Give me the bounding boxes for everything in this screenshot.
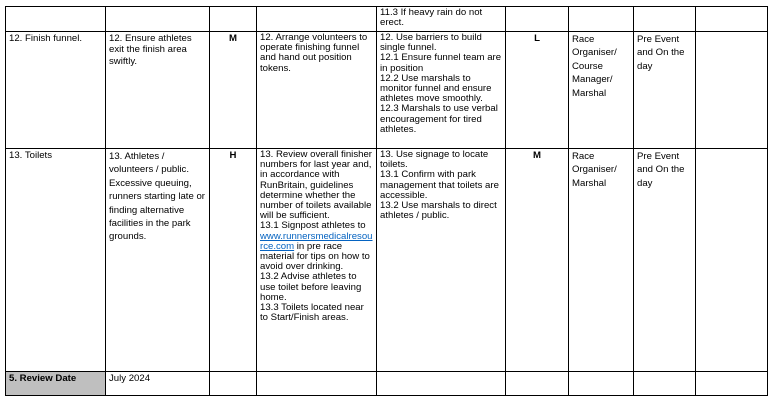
responsible-item: Race Organiser/: [572, 34, 617, 59]
further-action-item: 12. Use barriers to build single funnel.: [380, 32, 482, 54]
extra-cell: [696, 32, 768, 149]
who-cell: 12. Ensure athletes exit the finish area swiftly.: [106, 32, 210, 149]
further-action-item: 12.3 Marshals to use verbal encouragement for tired athletes.: [380, 103, 498, 135]
further-action-item: 11.3 If heavy rain do not erect.: [380, 7, 483, 29]
responsible-cell: [569, 149, 634, 372]
hazard-cell: 12. Finish funnel.: [6, 32, 106, 149]
responsible-item: Marshal: [572, 87, 607, 99]
risk-after-cell: L: [506, 32, 569, 149]
control-item: 13.1 Signpost athletes to: [260, 220, 366, 232]
control-item: 13. Review overall finisher numbers for last year and, in accordance with RunBritain, guidelines determine whether the number of toilets available will be sufficient.: [260, 149, 372, 222]
responsible-item: Race Organiser/: [572, 151, 617, 176]
control-item: 13.3 Toilets located near to Start/Finish areas.: [260, 302, 364, 324]
controls-cell: [257, 32, 377, 149]
extra-cell: [696, 7, 768, 32]
who-cell: [106, 7, 210, 32]
controls-cell: [257, 149, 377, 372]
further-actions-cell: [377, 7, 506, 32]
controls-cell: [257, 7, 377, 32]
risk-before-cell: H: [210, 149, 257, 372]
when-cell: [634, 7, 696, 32]
empty-cell: [506, 372, 569, 396]
control-item-tail: in pre race material for tips on how to avoid over drinking.: [260, 240, 370, 273]
empty-cell: [696, 372, 768, 396]
who-cell: 13. Athletes / volunteers / public. Excessive queuing, runners starting late or finding alternative facilities in the park grounds.: [106, 149, 210, 372]
when-cell: Pre Event and On the day: [634, 149, 696, 372]
table-row: [6, 7, 768, 32]
table-row: [6, 32, 768, 149]
empty-cell: [634, 372, 696, 396]
risk-before-cell: M: [210, 32, 257, 149]
hazard-cell: 13. Toilets: [6, 149, 106, 372]
risk-assessment-table: [5, 6, 768, 396]
further-action-item: 13.2 Use marshals to direct athletes / public.: [380, 200, 497, 222]
hazard-cell: [6, 7, 106, 32]
further-action-item: 12.1 Ensure funnel team are in position: [380, 52, 502, 74]
risk-after-cell: M: [506, 149, 569, 372]
further-action-item: 13.1 Confirm with park management that toilets are accessible.: [380, 169, 499, 201]
responsible-cell: [569, 32, 634, 149]
empty-cell: [210, 372, 257, 396]
risk-after-cell: [506, 7, 569, 32]
empty-cell: [569, 372, 634, 396]
extra-cell: [696, 149, 768, 372]
responsible-cell: [569, 7, 634, 32]
empty-cell: [377, 372, 506, 396]
when-cell: Pre Event and On the day: [634, 32, 696, 149]
table-row: [6, 372, 768, 396]
table-row: [6, 149, 768, 372]
further-actions-cell: [377, 149, 506, 372]
review-date-value: July 2024: [106, 372, 210, 396]
further-action-item: 12.2 Use marshals to monitor funnel and ensure athletes move smoothly.: [380, 72, 492, 105]
control-item: 12. Arrange volunteers to operate finishing funnel and hand out position tokens.: [260, 32, 368, 74]
runners-medical-resource-link[interactable]: www.runnersmedicalresource.com: [260, 230, 373, 252]
review-date-label: 5. Review Date: [6, 372, 106, 396]
further-actions-cell: [377, 32, 506, 149]
control-item: [260, 231, 373, 273]
risk-before-cell: [210, 7, 257, 32]
control-item: 13.2 Advise athletes to use toilet before leaving home.: [260, 271, 362, 303]
responsible-item: Marshal: [572, 177, 607, 189]
responsible-item: Course Manager/: [572, 60, 613, 86]
further-action-item: 13. Use signage to locate toilets.: [380, 149, 489, 171]
empty-cell: [257, 372, 377, 396]
